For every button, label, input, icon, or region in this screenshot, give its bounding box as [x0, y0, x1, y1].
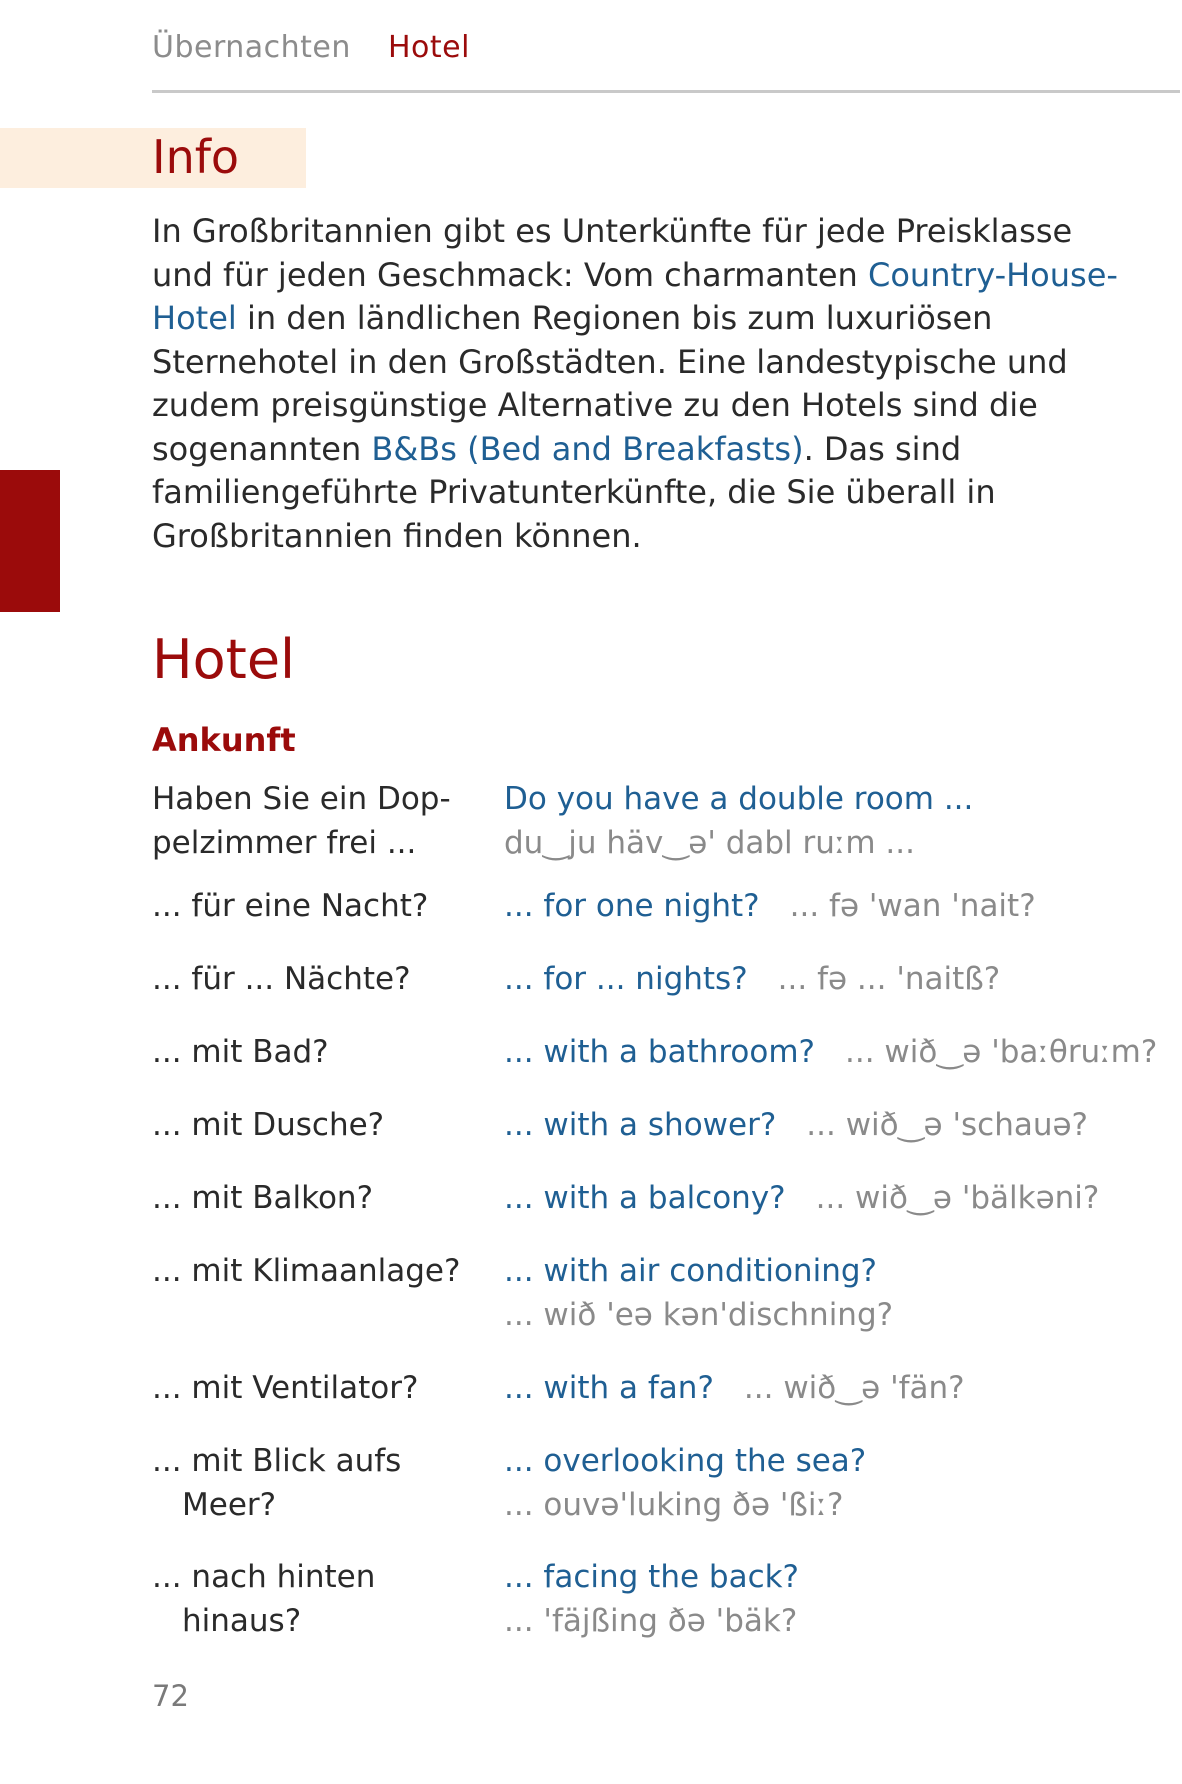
phrase-german: Haben Sie ein Dop- pelzimmer frei ... [152, 781, 451, 861]
phrase-pronunciation: ... wið‿ə 'baːθruːm? [845, 1034, 1158, 1070]
phrase-english: ... with a bathroom? [504, 1034, 816, 1070]
phrase-english: ... facing the back? [504, 1559, 800, 1595]
info-heading: Info [152, 130, 240, 184]
phrase-german: ... mit Dusche? [152, 1107, 385, 1143]
phrase-english: ... for one night? [504, 888, 760, 924]
phrase-pronunciation: ... wið 'eə kən'dischning? [504, 1296, 894, 1333]
phrase-english: ... with a shower? [504, 1107, 777, 1143]
phrase-translation [504, 1250, 1182, 1337]
phrase-translation [504, 1104, 1182, 1148]
phrase-pronunciation: du‿ju häv‿ə' dabl ruːm ... [504, 824, 915, 861]
phrase-pronunciation: ... 'fäjßing ðə 'bäk? [504, 1602, 798, 1639]
phrase-english: ... with a fan? [504, 1370, 714, 1406]
subsection-title: Ankunft [152, 721, 296, 759]
phrase-german: ... mit Blick aufs Meer? [152, 1443, 402, 1523]
phrase-pronunciation: ... wið‿ə 'bälkəni? [815, 1180, 1100, 1216]
phrase-german: ... nach hinten hinaus? [152, 1559, 376, 1639]
header-section-label: Übernachten [152, 30, 351, 65]
phrase-translation [504, 1031, 1182, 1075]
phrase-english: Do you have a double room ... [504, 781, 974, 817]
phrase-english: ... with air conditioning? [504, 1253, 877, 1289]
phrase-pronunciation: ... wið‿ə 'schauə? [806, 1107, 1089, 1143]
phrase-english: ... with a balcony? [504, 1180, 786, 1216]
phrase-german: ... für ... Nächte? [152, 961, 411, 997]
phrase-english: ... overlooking the sea? [504, 1443, 867, 1479]
phrase-translation [504, 778, 1182, 865]
phrase-german: ... für eine Nacht? [152, 888, 429, 924]
phrase-pronunciation: ... wið‿ə 'fän? [743, 1370, 965, 1406]
header-current-label: Hotel [388, 30, 470, 65]
phrase-german: ... mit Ventilator? [152, 1370, 419, 1406]
info-term-country-house-hotel: Country-House-Hotel [152, 255, 1118, 337]
chapter-thumb-tab [0, 470, 60, 612]
phrase-translation [504, 885, 1182, 929]
phrase-translation [504, 1556, 1182, 1643]
info-term-bnb: B&Bs (Bed and Breakfasts) [371, 429, 804, 468]
phrase-german: ... mit Klimaanlage? [152, 1253, 461, 1289]
phrase-german: ... mit Bad? [152, 1034, 329, 1070]
phrase-pronunciation: ... fə 'wan 'nait? [789, 888, 1036, 924]
page-number: 72 [152, 1679, 189, 1713]
phrase-pronunciation: ... fə ... 'naitß? [777, 961, 1001, 997]
phrase-translation [504, 958, 1182, 1002]
phrase-english: ... for ... nights? [504, 961, 748, 997]
running-header [152, 26, 1180, 93]
info-text-segment: in den ländlichen Regionen bis zum luxuriösen Sternehotel in den Großstädten. Eine landestypische und zudem preisgünstige Alternative zu den Hotels sind die sogenannten [152, 299, 1068, 468]
phrase-translation [504, 1367, 1182, 1411]
section-title: Hotel [152, 628, 296, 691]
phrase-translation [504, 1440, 1182, 1527]
info-text-segment: . Das sind familiengeführte Privatunterkünfte, die Sie überall in Großbritannien finden können. [152, 429, 996, 555]
phrase-translation [504, 1177, 1182, 1221]
info-text-segment: In Großbritannien gibt es Unterkünfte für jede Preisklasse und für jeden Geschmack: Vom charmanten [152, 212, 1073, 294]
phrase-pronunciation: ... ouvə'luking ðə 'ßiː? [504, 1486, 844, 1523]
info-body-text [152, 210, 1132, 558]
phrase-german: ... mit Balkon? [152, 1180, 374, 1216]
